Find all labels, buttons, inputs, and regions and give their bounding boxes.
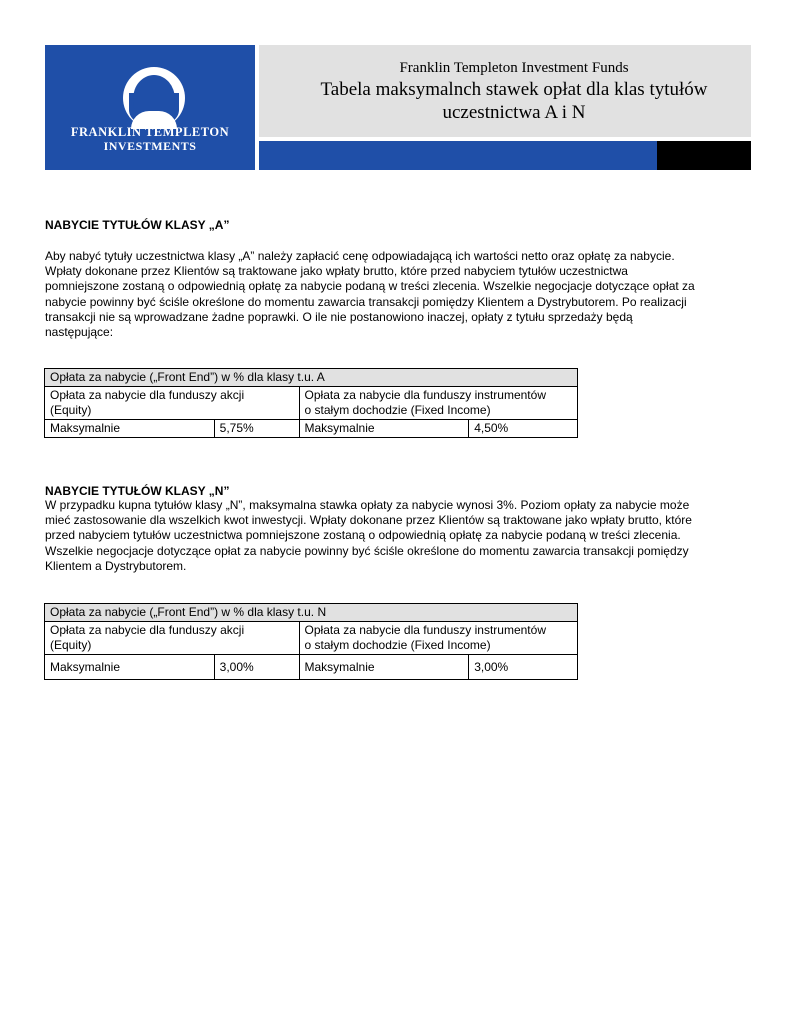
header-panel xyxy=(259,45,751,137)
logo-text-line2: INVESTMENTS xyxy=(103,139,197,153)
max-value-fixed-income: 4,50% xyxy=(469,420,578,438)
cell-text-line: (Equity) xyxy=(50,638,92,652)
fixed-income-fee-label xyxy=(299,387,577,420)
max-label-equity: Maksymalnie xyxy=(45,655,215,680)
section-a-heading: NABYCIE TYTUŁÓW KLASY „A” xyxy=(45,218,230,232)
section-n-heading: NABYCIE TYTUŁÓW KLASY „N” xyxy=(45,484,230,498)
equity-fee-label xyxy=(45,387,300,420)
cell-text-line: Opłata za nabycie dla funduszy instrumentów xyxy=(304,623,546,637)
logo-text-line1: FRANKLIN TEMPLETON xyxy=(70,125,230,139)
cell-text-line: (Equity) xyxy=(50,403,92,417)
cell-text-line: o stałym dochodzie (Fixed Income) xyxy=(304,638,491,652)
franklin-templeton-logo xyxy=(45,45,255,170)
cell-text-line: o stałym dochodzie (Fixed Income) xyxy=(304,403,491,417)
paragraph-line: następujące: xyxy=(45,325,114,340)
cell-text-line: Opłata za nabycie dla funduszy akcji xyxy=(50,388,245,402)
header-black-bar xyxy=(657,141,751,170)
max-value-equity: 3,00% xyxy=(214,655,299,680)
max-label-fixed-income: Maksymalnie xyxy=(299,655,469,680)
paragraph-line: przed nabyciem tytułów uczestnictwa pomniejszone zostaną o odpowiednią opłatę za nabycie podaną w treści zlecenia. xyxy=(45,528,681,543)
page-title-line2: uczestnictwa A i N xyxy=(442,102,586,123)
max-value-equity: 5,75% xyxy=(214,420,299,438)
header-blue-bar xyxy=(259,141,657,170)
paragraph-line: pomniejszone zostaną o odpowiednią opłatę za nabycie podaną w treści zlecenia. Wszelkie negocjacje dotyczące opłat za xyxy=(45,279,695,294)
fee-table-class-a xyxy=(44,368,578,438)
table-header-cell: Opłata za nabycie („Front End”) w % dla klasy t.u. N xyxy=(45,604,578,622)
page-title xyxy=(259,78,769,124)
max-label-fixed-income: Maksymalnie xyxy=(299,420,469,438)
paragraph-line: Wszelkie negocjacje dotyczące opłat za nabycie powinny być ściśle określone do momentu zawarcia transakcji pomiędzy xyxy=(45,543,689,558)
page-title-line1: Tabela maksymalnch stawek opłat dla klas tytułów xyxy=(320,79,708,100)
fixed-income-fee-label xyxy=(299,622,577,655)
cell-text-line: Opłata za nabycie dla funduszy akcji xyxy=(50,623,245,637)
fee-table-class-n xyxy=(44,603,578,680)
section-n-paragraph xyxy=(45,498,750,574)
paragraph-line: transakcji nie są wprowadzane żadne poprawki. O ile nie postanowiono inaczej, opłaty z tytułu sprzedaży będą xyxy=(45,309,633,324)
section-a-paragraph xyxy=(45,249,750,340)
paragraph-line: mieć zastosowanie dla wszelkich kwot inwestycji. Wpłaty dokonane przez Klientów są traktowane jako wpłaty brutto, które xyxy=(45,513,692,528)
paragraph-line: Wpłaty dokonane przez Klientów są traktowane jako wpłaty brutto, które przed nabyciem tytułów uczestnictwa xyxy=(45,264,628,279)
paragraph-line: Klientem a Dystrybutorem. xyxy=(45,558,187,573)
equity-fee-label xyxy=(45,622,300,655)
paragraph-line: Aby nabyć tytuły uczestnictwa klasy „A” należy zapłacić cenę odpowiadającą ich wartości netto oraz opłatę za nabycie. xyxy=(45,249,675,263)
table-header-cell: Opłata za nabycie („Front End”) w % dla klasy t.u. A xyxy=(45,369,578,387)
header-subtitle: Franklin Templeton Investment Funds xyxy=(399,60,629,76)
max-label-equity: Maksymalnie xyxy=(45,420,215,438)
cell-text-line: Opłata za nabycie dla funduszy instrumentów xyxy=(304,388,546,402)
paragraph-line: W przypadku kupna tytułów klasy „N”, maksymalna stawka opłaty za nabycie wynosi 3%. Poziom opłaty za nabycie może xyxy=(45,498,690,512)
max-value-fixed-income: 3,00% xyxy=(469,655,578,680)
paragraph-line: nabycie powinny być ściśle określone do momentu zawarcia transakcji pomiędzy Klientem a Dystrybutorem. Po realizacji xyxy=(45,294,687,309)
